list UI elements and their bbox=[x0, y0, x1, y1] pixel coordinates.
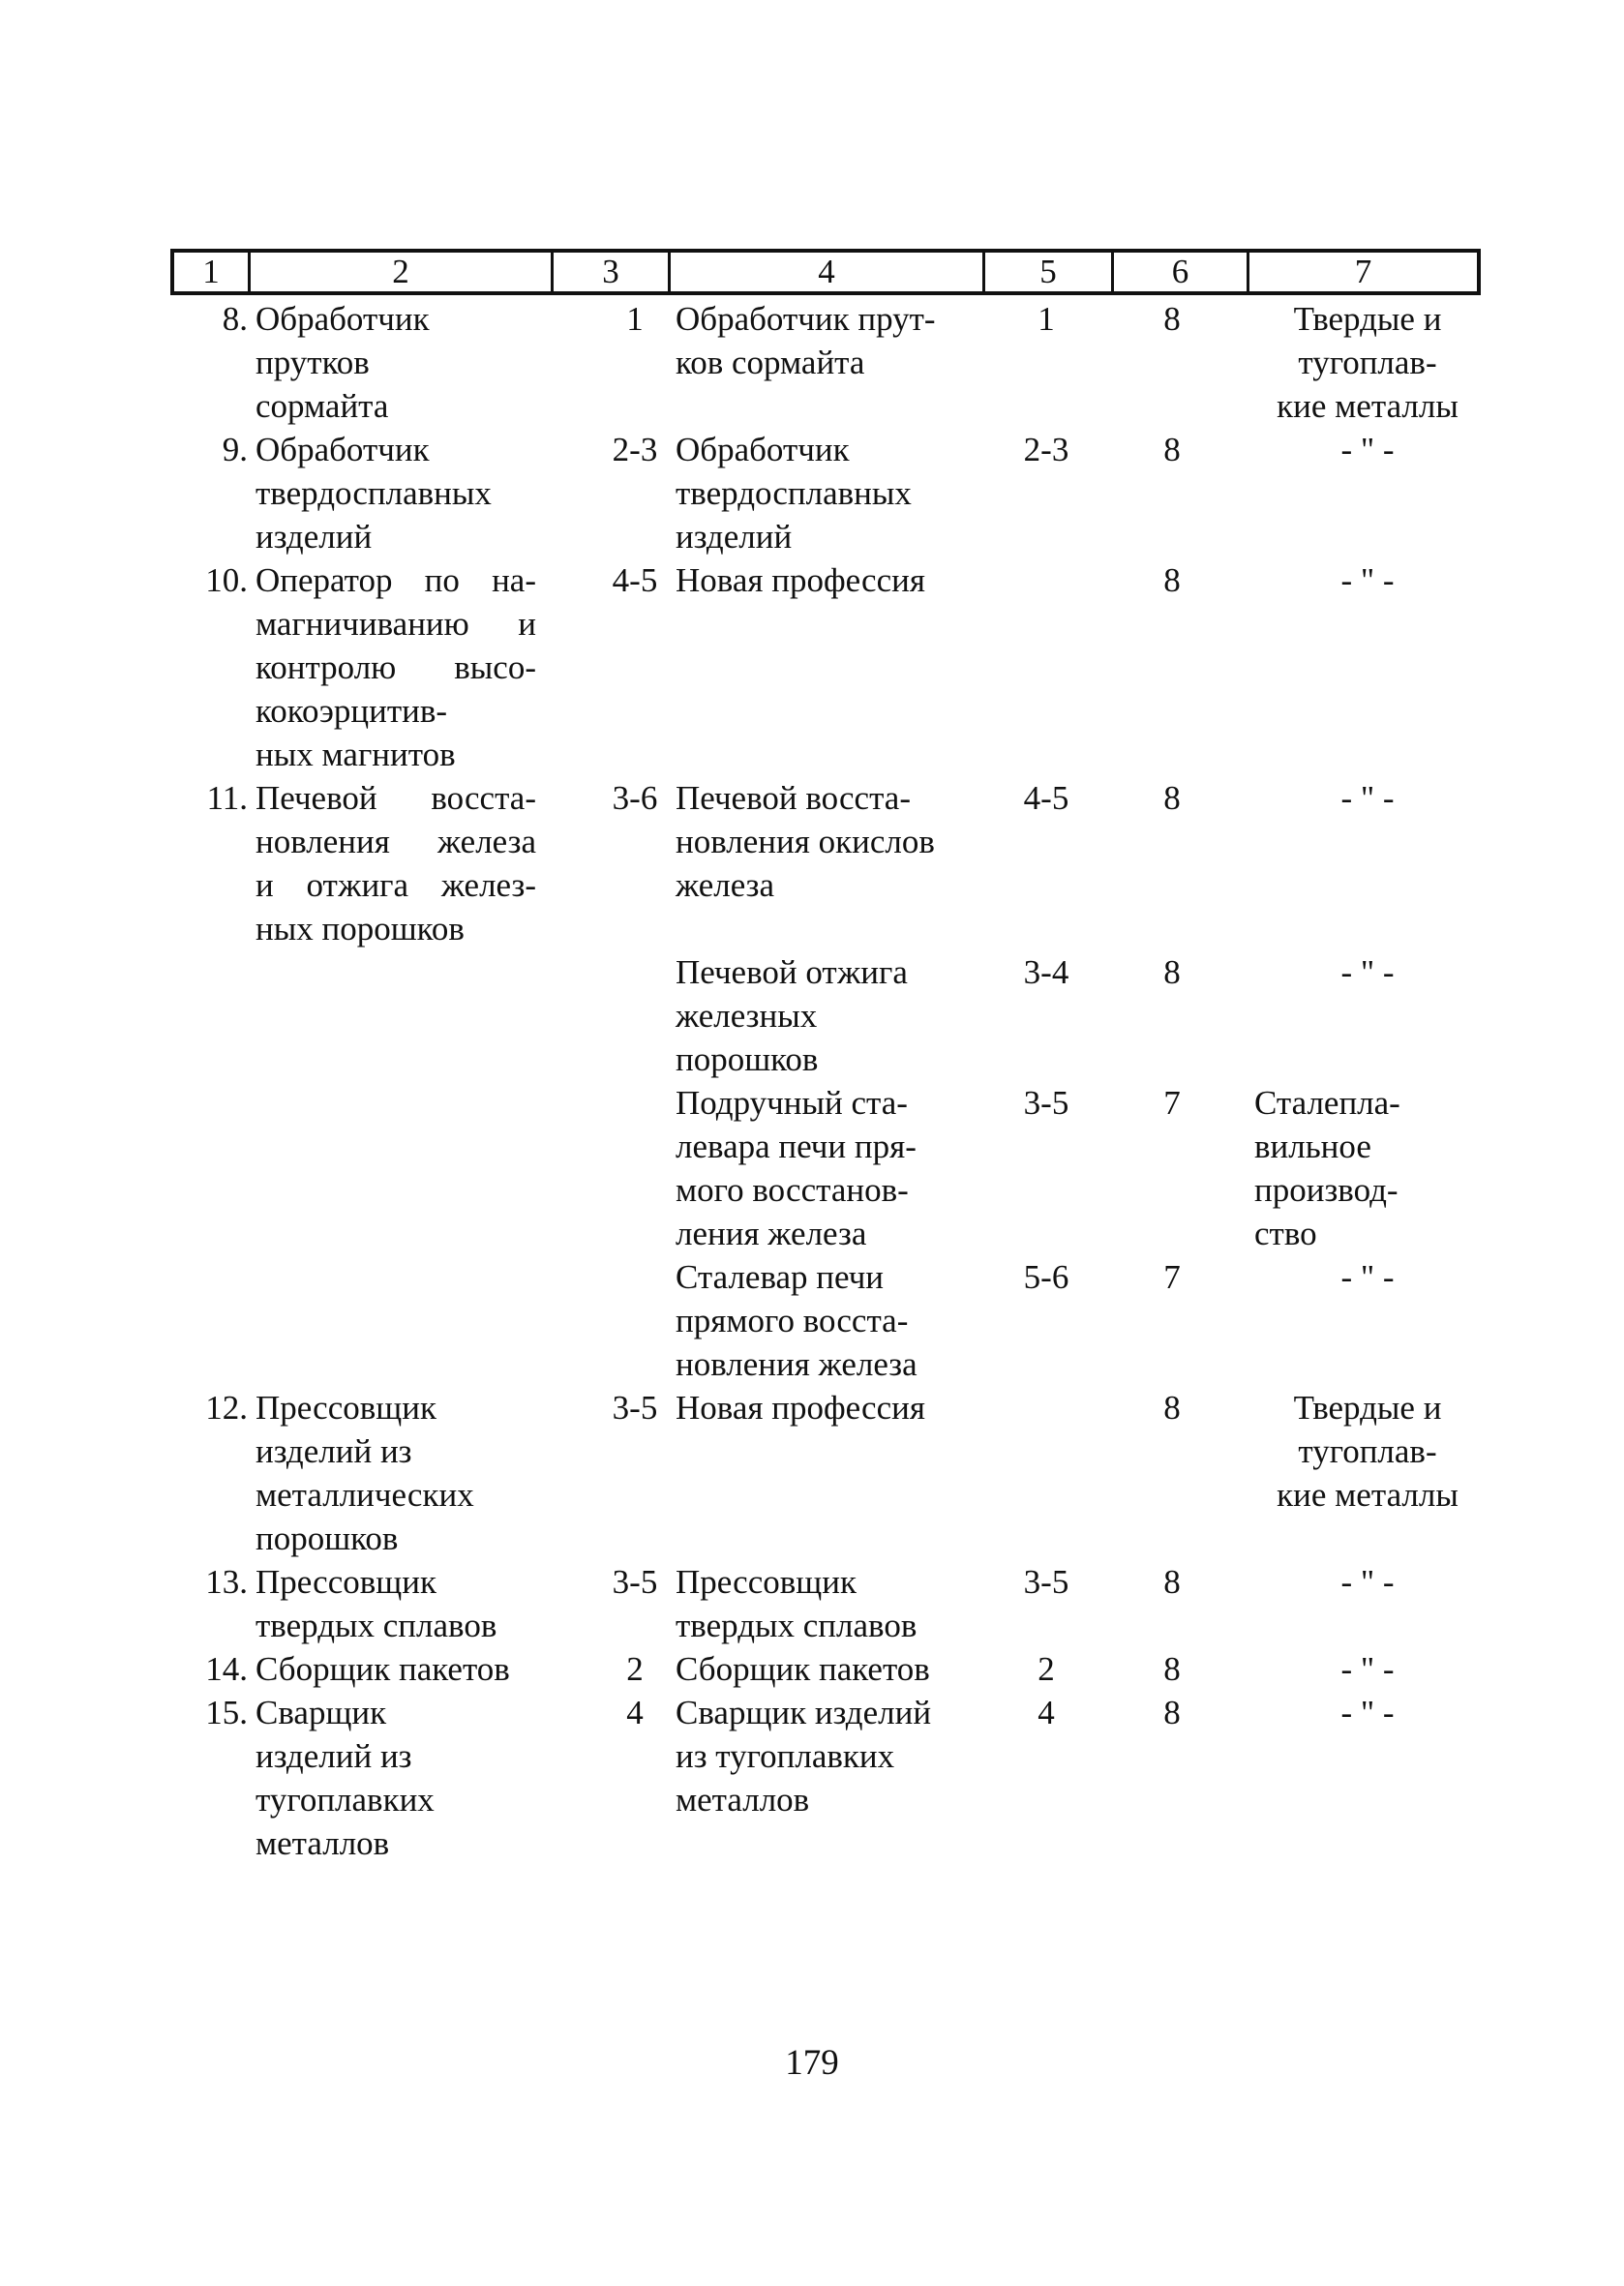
header-col-2: 2 bbox=[392, 253, 409, 290]
row-number: 12. bbox=[205, 1389, 248, 1427]
old-grade-range: 3-5 bbox=[612, 1389, 658, 1427]
new-profession-name: Печевой восста- новления окислов железа bbox=[676, 779, 935, 904]
new-profession-name: Подручный ста- левара печи пря- мого восстанов- ления железа bbox=[676, 1084, 917, 1252]
page-number: 179 bbox=[785, 2043, 839, 2083]
section-number: 8 bbox=[1163, 300, 1181, 338]
industry-name: - " - bbox=[1340, 561, 1395, 599]
section-number: 8 bbox=[1163, 1389, 1181, 1427]
row-number: 14. bbox=[205, 1650, 248, 1688]
section-number: 8 bbox=[1163, 561, 1181, 599]
new-profession-name: Сборщик пакетов bbox=[676, 1650, 930, 1688]
row-number: 10. bbox=[205, 561, 248, 599]
new-grade-range: 3-5 bbox=[1023, 1563, 1069, 1601]
new-grade-range: 1 bbox=[1038, 300, 1055, 338]
row-number: 15. bbox=[205, 1694, 248, 1731]
industry-name: Твердые и тугоплав- кие металлы bbox=[1277, 300, 1459, 425]
new-profession-name: Обработчик твердосплавных изделий bbox=[676, 431, 912, 556]
old-profession-name: Сварщик изделий из тугоплавких металлов bbox=[256, 1694, 435, 1862]
old-profession-name: Обработчик твердосплавных изделий bbox=[256, 431, 492, 556]
old-profession-name: Сборщик пакетов bbox=[256, 1650, 510, 1688]
new-profession-name: Новая профессия bbox=[676, 561, 925, 599]
section-number: 8 bbox=[1163, 1694, 1181, 1731]
new-grade-range: 3-5 bbox=[1023, 1084, 1069, 1122]
old-grade-range: 3-6 bbox=[612, 779, 658, 817]
old-grade-range: 2-3 bbox=[612, 431, 658, 468]
new-profession-name: Прессовщик твердых сплавов bbox=[676, 1563, 917, 1644]
industry-name: - " - bbox=[1340, 431, 1395, 468]
industry-name: - " - bbox=[1340, 1563, 1395, 1601]
industry-name: - " - bbox=[1340, 1258, 1395, 1296]
old-grade-range: 1 bbox=[626, 300, 644, 338]
header-col-6: 6 bbox=[1171, 253, 1189, 290]
old-grade-range: 2 bbox=[626, 1650, 644, 1688]
header-col-1: 1 bbox=[202, 253, 220, 290]
row-number: 13. bbox=[205, 1563, 248, 1601]
old-grade-range: 4-5 bbox=[612, 561, 658, 599]
new-grade-range: 4-5 bbox=[1023, 779, 1069, 817]
header-col-3: 3 bbox=[602, 253, 619, 290]
industry-name: Твердые и тугоплав- кие металлы bbox=[1277, 1389, 1459, 1514]
old-grade-range: 3-5 bbox=[612, 1563, 658, 1601]
row-number: 11. bbox=[206, 779, 248, 817]
header-col-5: 5 bbox=[1039, 253, 1057, 290]
new-grade-range: 3-4 bbox=[1023, 953, 1069, 991]
header-col-7: 7 bbox=[1354, 253, 1372, 290]
new-profession-name: Сварщик изделий из тугоплавких металлов bbox=[676, 1694, 932, 1819]
new-profession-name: Сталевар печи прямого восста- новления железа bbox=[676, 1258, 917, 1383]
industry-name: Сталепла- вильное производ- ство bbox=[1254, 1084, 1400, 1252]
section-number: 8 bbox=[1163, 1650, 1181, 1688]
new-grade-range: 2 bbox=[1038, 1650, 1055, 1688]
industry-name: - " - bbox=[1340, 1650, 1395, 1688]
new-grade-range: 4 bbox=[1038, 1694, 1055, 1731]
old-profession-name: Печевой восста- новления железа и отжига желез- ных порошков bbox=[256, 779, 536, 947]
old-profession-name: Прессовщик твердых сплавов bbox=[256, 1563, 497, 1644]
section-number: 8 bbox=[1163, 1563, 1181, 1601]
section-number: 7 bbox=[1163, 1084, 1181, 1122]
industry-name: - " - bbox=[1340, 779, 1395, 817]
new-profession-name: Новая профессия bbox=[676, 1389, 925, 1427]
new-grade-range: 5-6 bbox=[1023, 1258, 1069, 1296]
industry-name: - " - bbox=[1340, 953, 1395, 991]
row-number: 9. bbox=[222, 431, 248, 468]
section-number: 8 bbox=[1163, 953, 1181, 991]
old-profession-name: Обработчик прутков сормайта bbox=[256, 300, 430, 425]
industry-name: - " - bbox=[1340, 1694, 1395, 1731]
old-profession-name: Оператор по на- магничиванию и контролю высо- кокоэрцитив- ных магнитов bbox=[256, 561, 536, 773]
section-number: 7 bbox=[1163, 1258, 1181, 1296]
table-header-row bbox=[170, 249, 1481, 295]
old-grade-range: 4 bbox=[626, 1694, 644, 1731]
section-number: 8 bbox=[1163, 779, 1181, 817]
new-profession-name: Печевой отжига железных порошков bbox=[676, 953, 908, 1078]
row-number: 8. bbox=[222, 300, 248, 338]
section-number: 8 bbox=[1163, 431, 1181, 468]
header-col-4: 4 bbox=[818, 253, 835, 290]
new-grade-range: 2-3 bbox=[1023, 431, 1069, 468]
old-profession-name: Прессовщик изделий из металлических порошков bbox=[256, 1389, 474, 1557]
new-profession-name: Обработчик прут- ков сормайта bbox=[676, 300, 936, 381]
